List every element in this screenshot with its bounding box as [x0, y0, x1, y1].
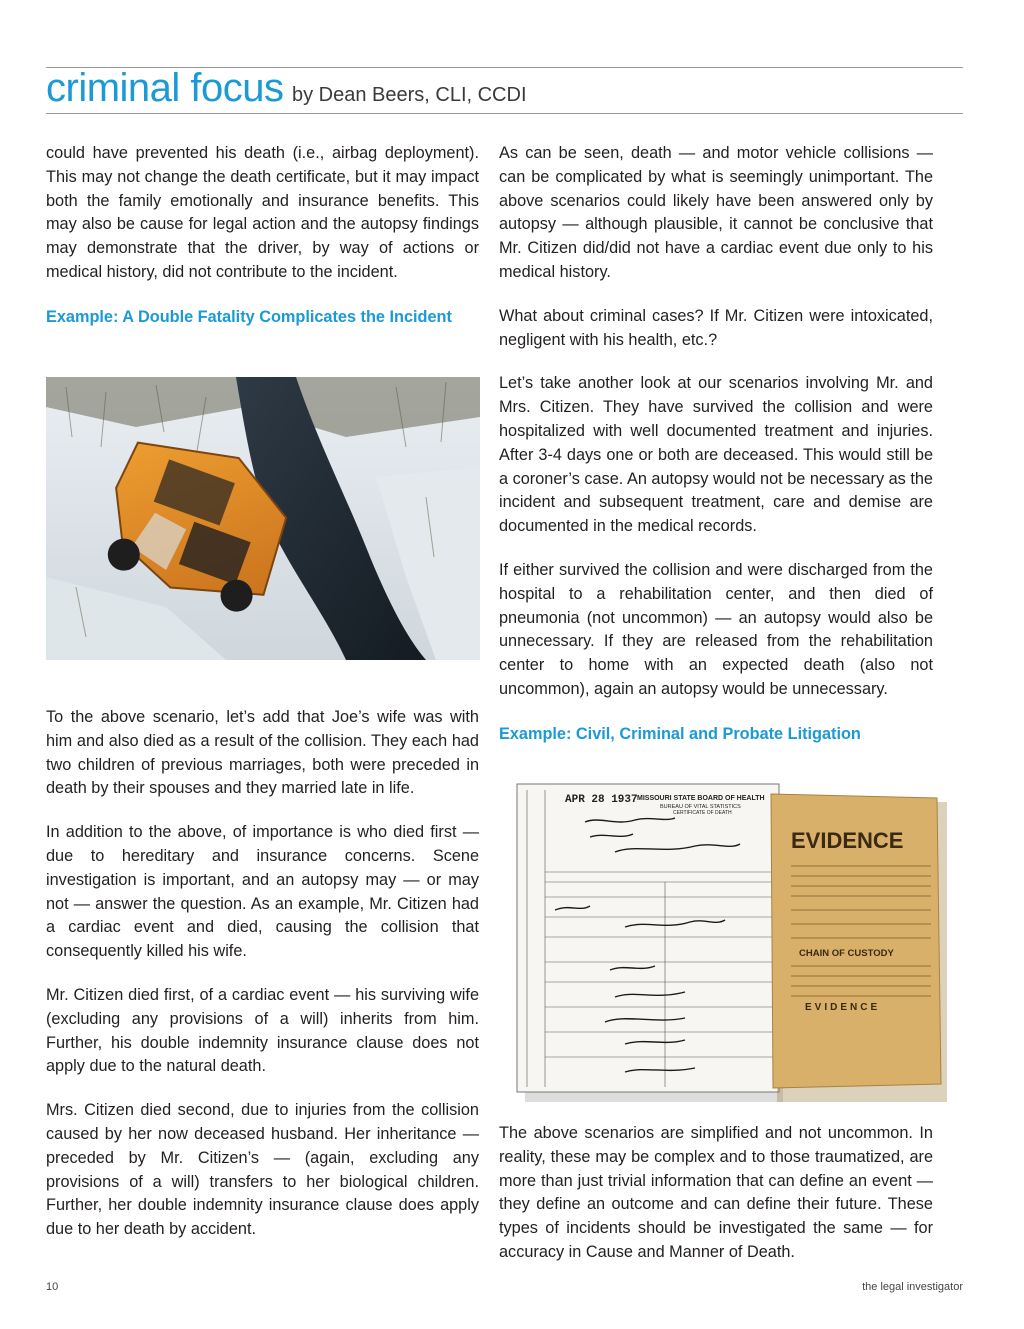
publication-name: the legal investigator — [862, 1281, 963, 1293]
paragraph: What about criminal cases? If Mr. Citizen were intoxicated, negligent with his health, etc.? — [499, 306, 933, 349]
paragraph: The above scenarios are simplified and not uncommon. In reality, these may be complex and to those traumatized, are more than just trivial information that can define an event — they define an outcome and can define their future. These types of incidents should be investigated the same — for accuracy in Cause and Manner of Death. — [499, 1124, 933, 1261]
header-bottom-rule — [46, 113, 963, 114]
paragraph: To the above scenario, let’s add that Joe’s wife was with him and also died as a result of the collision. They each had two children of previous marriages, both were preceded in death by their spouses and they married late in life. — [46, 708, 479, 798]
left-column-bottom — [46, 706, 479, 1262]
paragraph: Let’s take another look at our scenarios involving Mr. and Mrs. Citizen. They have survived the collision and were hospitalized with well documented treatment and injuries. After 3-4 days one or both are deceased. This would still be a coroner’s case. An autopsy would not be necessary as the incident and subsequent treatment, care and demise are documented in the medical records. — [499, 374, 933, 536]
paragraph: could have prevented his death (i.e., airbag deployment). This may not change the death certificate, but it may impact both the family emotionally and insurance benefits. This may also be cause for legal action and the autopsy findings may demonstrate that the driver, by way of actions or medical history, did not contribute to the incident. — [46, 144, 479, 281]
paragraph: If either survived the collision and were discharged from the hospital to a rehabilitation center, and then died of pneumonia (not uncommon) — an autopsy would also be unnecessary. If they are released from the rehabilitation center to home with an expected death (also not uncommon), again an autopsy would be unnecessary. — [499, 560, 933, 698]
right-column-bottom — [499, 1122, 933, 1285]
paragraph: As can be seen, death — and motor vehicle collisions — can be complicated by what is seemingly unimportant. The above scenarios could likely have been answered only by autopsy — although plausible, it cannot be conclusive that Mr. Citizen did/did not have a cardiac event due only to his medical history. — [499, 144, 933, 281]
chain-of-custody-label: CHAIN OF CUSTODY — [799, 948, 894, 959]
cert-date: APR 28 1937 — [565, 794, 638, 806]
paragraph: Mr. Citizen died first, of a cardiac event — his surviving wife (excluding any provisions of a will) inherits from him. Further, his double indemnity insurance clause does not apply due to the natural death. — [46, 985, 479, 1076]
paragraph: In addition to the above, of importance is who died first — due to hereditary and insurance concerns. Scene investigation is important, and an autopsy may — or may not — answer the question. As an example, Mr. Citizen had a cardiac event and died, causing the collision that consequently killed his wife. — [46, 823, 479, 961]
death-certificate — [517, 784, 779, 1092]
page-number: 10 — [46, 1281, 59, 1293]
crash-photo — [46, 377, 480, 660]
right-column-top — [499, 142, 933, 746]
author-byline: by Dean Beers, CLI, CCDI — [291, 84, 527, 106]
evidence-envelope — [771, 794, 947, 1102]
page-header — [46, 66, 527, 112]
envelope-title: EVIDENCE — [791, 828, 904, 853]
evidence-figure — [515, 782, 947, 1102]
cert-subtitle-2: CERTIFICATE OF DEATH — [673, 810, 732, 816]
cert-title: MISSOURI STATE BOARD OF HEALTH — [637, 795, 765, 802]
paragraph: Mrs. Citizen died second, due to injuries from the collision caused by her now deceased husband. Her inheritance — preceded by Mr. Citizen’s — (again, excluding any provisions of a will) transfers to her biological children. Further, her double indemnity insurance clause does apply due to her death by accident. — [46, 1101, 479, 1239]
section-heading: Example: Civil, Criminal and Probate Litigation — [499, 724, 861, 743]
envelope-footer: EVIDENCE — [805, 1002, 881, 1013]
section-heading: Example: A Double Fatality Complicates the Incident — [46, 307, 452, 326]
cert-subtitle: BUREAU OF VITAL STATISTICS — [660, 804, 741, 810]
left-column-top — [46, 142, 479, 329]
section-title: criminal focus — [46, 66, 284, 110]
